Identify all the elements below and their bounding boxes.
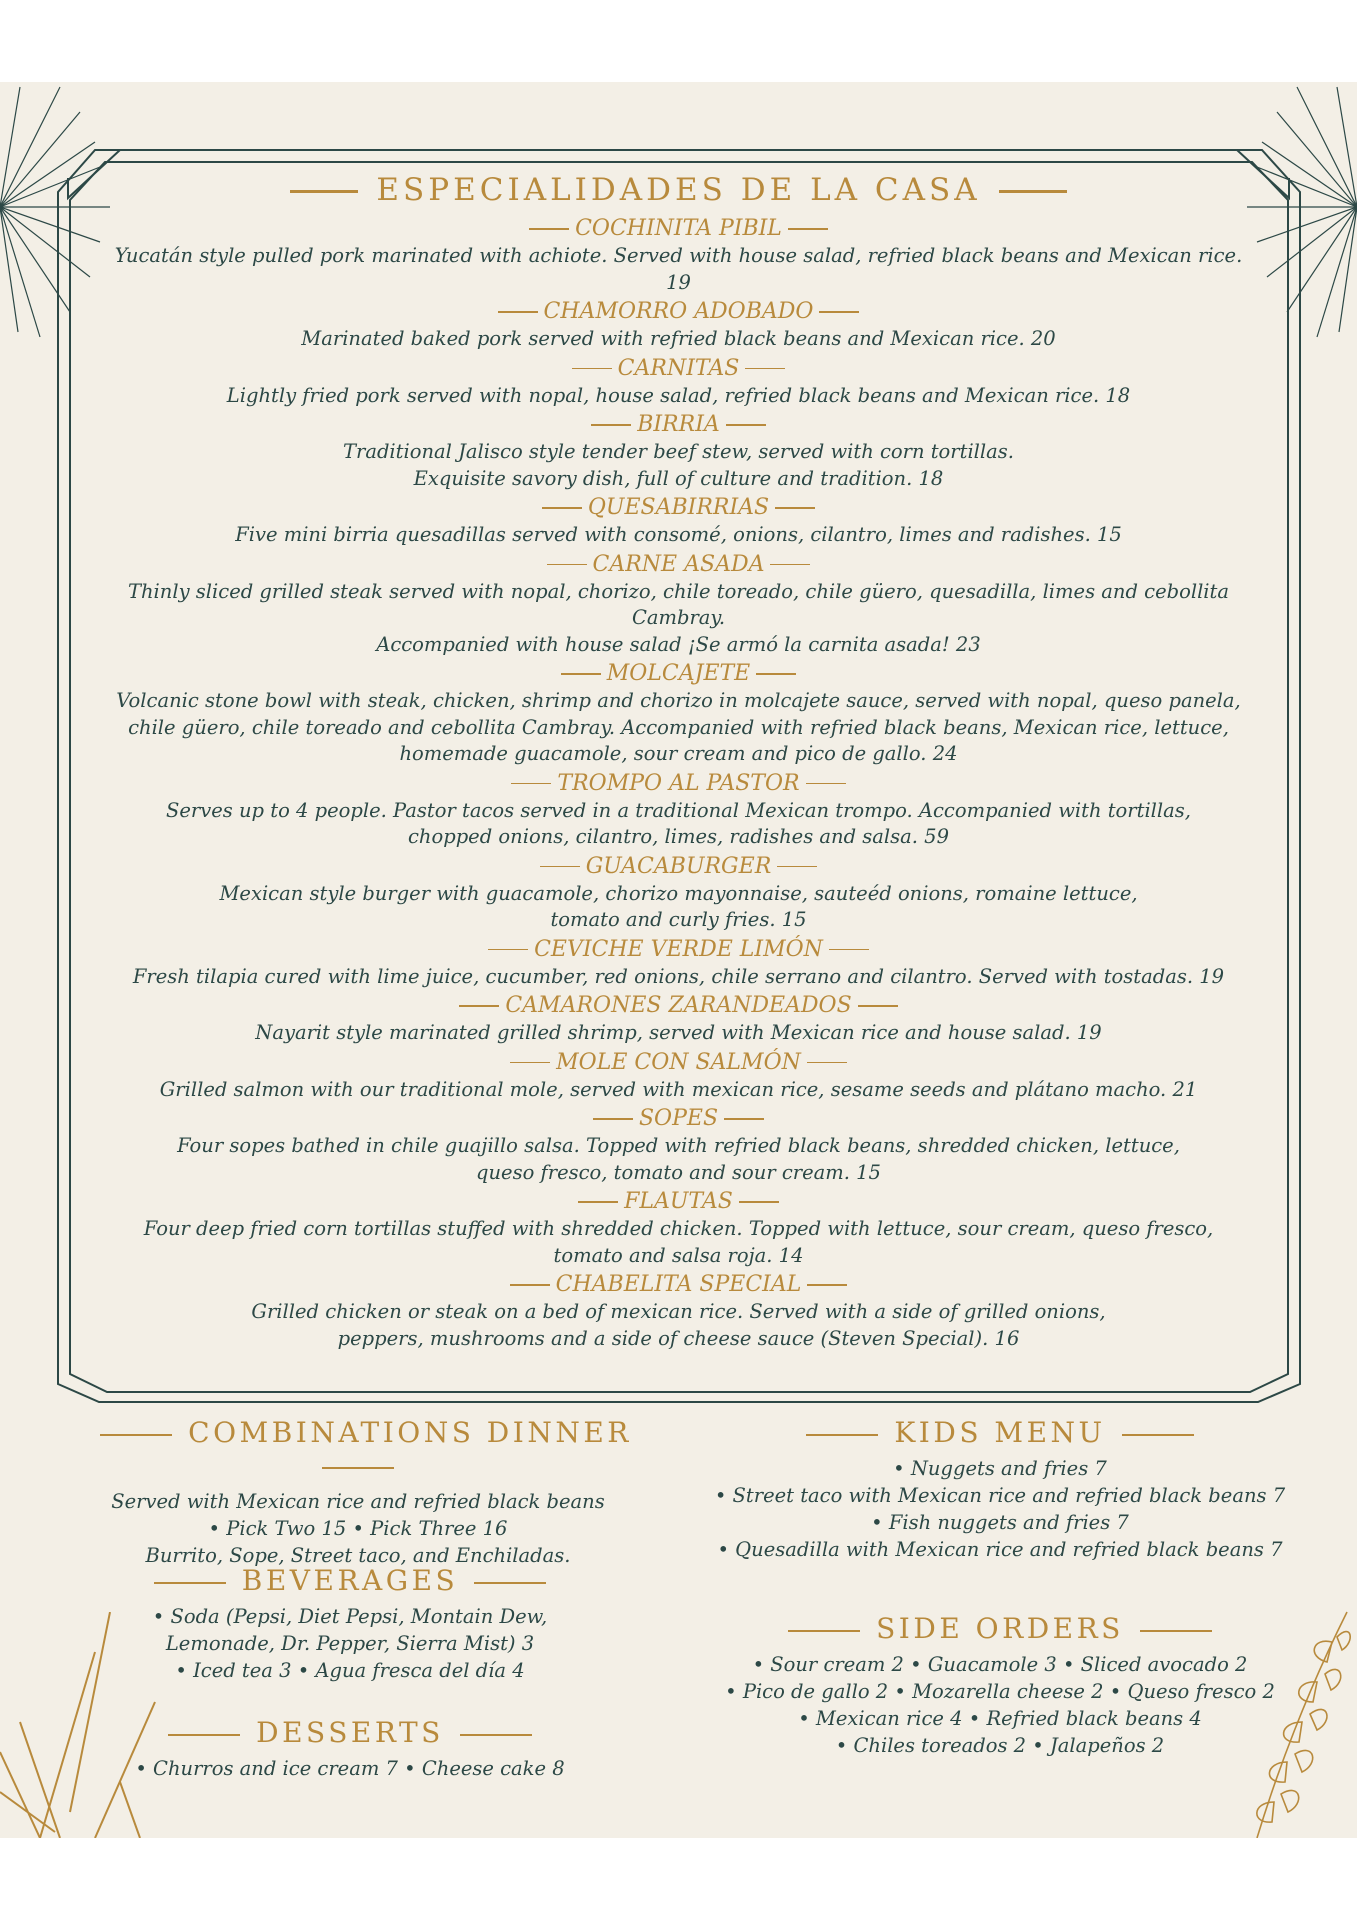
dish-description: Five mini birria quesadillas served with consomé, onions, cilantro, limes and radishes. 15 xyxy=(235,523,1122,546)
specials-list xyxy=(110,214,1247,1353)
dish-name-text: SOPES xyxy=(638,1106,719,1131)
dish-name xyxy=(110,1104,1247,1133)
dish-item xyxy=(110,1270,1247,1353)
dish-rule xyxy=(807,1062,847,1064)
menu-page xyxy=(0,82,1357,1838)
dish-description: Nayarit style marinated grilled shrimp, served with Mexican rice and house salad. 19 xyxy=(255,1021,1102,1044)
dish-rule xyxy=(724,1118,764,1120)
combinations-title xyxy=(58,1416,658,1482)
dish-rule xyxy=(756,673,796,675)
dish-rule xyxy=(593,1118,633,1120)
dish-name-text: TROMPO AL PASTOR xyxy=(557,770,800,796)
dish-description: Yucatán style pulled pork marinated with achiote. Served with house salad, refried black beans and Mexican rice. 19 xyxy=(114,244,1243,294)
title-rule xyxy=(474,1582,546,1584)
beverages-line: • Iced tea 3 • Agua fresca del día 4 xyxy=(175,1659,525,1682)
dish-item xyxy=(110,1048,1247,1105)
title-rule xyxy=(788,1630,860,1632)
dish-rule xyxy=(775,507,815,509)
combinations-heading: COMBINATIONS DINNER xyxy=(188,1416,632,1449)
dish-rule xyxy=(591,424,631,426)
dish-item xyxy=(110,1187,1247,1270)
dish-name-text: CARNITAS xyxy=(617,355,740,381)
dish-item xyxy=(110,297,1247,354)
combinations-line: • Pick Two 15 • Pick Three 16 xyxy=(208,1517,508,1540)
dish-rule xyxy=(542,507,582,509)
dish-name-text: BIRRIA xyxy=(637,412,720,437)
side-orders-section xyxy=(720,1612,1280,1759)
specials-heading: ESPECIALIDADES DE LA CASA xyxy=(376,172,981,208)
title-rule xyxy=(322,1467,394,1469)
dish-name xyxy=(110,852,1247,881)
dish-rule xyxy=(806,783,846,785)
kids-menu-title xyxy=(700,1416,1300,1449)
title-rule xyxy=(1140,1630,1212,1632)
dish-rule xyxy=(561,673,601,675)
dish-name xyxy=(110,991,1247,1020)
dish-rule xyxy=(578,1201,618,1203)
combinations-line: Served with Mexican rice and refried black beans xyxy=(111,1490,605,1513)
dish-item xyxy=(110,935,1247,992)
dish-rule xyxy=(739,1201,779,1203)
combinations-section xyxy=(58,1416,658,1569)
dish-item xyxy=(110,354,1247,411)
specials-title xyxy=(0,172,1357,208)
dish-rule xyxy=(572,368,612,370)
dish-rule xyxy=(547,564,587,566)
beverages-section xyxy=(110,1564,590,1684)
dish-name xyxy=(110,659,1247,688)
dish-item xyxy=(110,550,1247,660)
title-rule xyxy=(168,1734,240,1736)
dish-rule xyxy=(819,311,859,313)
dish-rule xyxy=(511,783,551,785)
title-rule xyxy=(806,1434,878,1436)
desserts-section xyxy=(110,1716,590,1782)
dish-description: Lightly fried pork served with nopal, house salad, refried black beans and Mexican rice. 18 xyxy=(226,383,1131,407)
dish-rule xyxy=(770,564,810,566)
title-rule xyxy=(100,1434,172,1436)
dish-item xyxy=(110,852,1247,935)
dish-item xyxy=(110,1104,1247,1187)
dish-name-text: FLAUTAS xyxy=(624,1189,733,1214)
dish-name-text: MOLCAJETE xyxy=(606,661,751,686)
dish-name xyxy=(110,410,1247,439)
side-orders-heading: SIDE ORDERS xyxy=(876,1612,1124,1645)
dish-rule xyxy=(459,1005,499,1007)
title-rule xyxy=(999,190,1067,193)
dish-rule xyxy=(777,866,817,868)
dish-name-text: CEVICHE VERDE LIMÓN xyxy=(534,936,823,962)
dish-item xyxy=(110,991,1247,1048)
dish-description: Four deep fried corn tortillas stuffed with shredded chicken. Topped with lettuce, sour cream, queso fresco, tomato and salsa roja. 14 xyxy=(143,1217,1214,1267)
dish-rule xyxy=(529,228,569,230)
dish-item xyxy=(110,410,1247,493)
dish-description: Traditional Jalisco style tender beef stew, served with corn tortillas. Exquisite savory dish, full of culture and tradition. 18 xyxy=(343,440,1014,490)
dish-name xyxy=(110,297,1247,326)
kids-menu-line: • Nuggets and fries 7 xyxy=(893,1457,1107,1480)
beverages-heading: BEVERAGES xyxy=(241,1564,459,1597)
dish-name xyxy=(110,550,1247,579)
dish-description: Volcanic stone bowl with steak, chicken, shrimp and chorizo in molcajete sauce, served with nopal, queso panela, chile güero, chile toreado and cebollita Cambray. Accompanied with refried black beans, Mexican rice, lettuce, homemade guacamole, sour cream and pico de gallo. 24 xyxy=(116,689,1241,765)
dish-name xyxy=(110,354,1247,383)
desserts-heading: DESSERTS xyxy=(256,1716,444,1749)
dish-description: Fresh tilapia cured with lime juice, cucumber, red onions, chile serrano and cilantro. Served with tostadas. 19 xyxy=(132,964,1225,988)
desserts-title xyxy=(110,1716,590,1749)
dish-item xyxy=(110,214,1247,297)
dish-rule xyxy=(510,1284,550,1286)
dish-description: Four sopes bathed in chile guajillo salsa. Topped with refried black beans, shredded chicken, lettuce, queso fresco, tomato and sour cream. 15 xyxy=(177,1134,1180,1184)
dish-rule xyxy=(510,1062,550,1064)
dish-name-text: GUACABURGER xyxy=(585,853,772,879)
dish-name-text: CAMARONES ZARANDEADOS xyxy=(505,993,852,1018)
dish-rule xyxy=(858,1005,898,1007)
dish-name xyxy=(110,1187,1247,1216)
dish-rule xyxy=(540,866,580,868)
dish-name xyxy=(110,935,1247,964)
beverages-title xyxy=(110,1564,590,1597)
dish-name xyxy=(110,1270,1247,1299)
dish-rule xyxy=(488,949,528,951)
kids-menu-line: • Fish nuggets and fries 7 xyxy=(871,1511,1129,1534)
side-orders-title xyxy=(720,1612,1280,1645)
title-rule xyxy=(460,1734,532,1736)
dish-name-text: QUESABIRRIAS xyxy=(587,495,770,520)
dish-name xyxy=(110,769,1247,798)
dish-name xyxy=(110,214,1247,243)
dish-name xyxy=(110,1048,1247,1077)
kids-menu-heading: KIDS MENU xyxy=(894,1416,1106,1449)
dish-rule xyxy=(807,1284,847,1286)
kids-menu-line: • Street taco with Mexican rice and refried black beans 7 xyxy=(714,1484,1286,1507)
kids-menu-section xyxy=(700,1416,1300,1563)
dish-name xyxy=(110,493,1247,522)
title-rule xyxy=(154,1582,226,1584)
dish-name-text: CHABELITA SPECIAL xyxy=(555,1272,802,1297)
dish-description: Serves up to 4 people. Pastor tacos served in a traditional Mexican trompo. Accompanied with tortillas, chopped onions, cilantro, limes, radishes and salsa. 59 xyxy=(166,798,1191,848)
dish-description: Grilled salmon with our traditional mole, served with mexican rice, sesame seeds and plátano macho. 21 xyxy=(159,1077,1198,1101)
desserts-line: • Churros and ice cream 7 • Cheese cake 8 xyxy=(135,1757,565,1780)
side-orders-line: • Sour cream 2 • Guacamole 3 • Sliced avocado 2 xyxy=(752,1653,1248,1676)
title-rule xyxy=(290,190,358,193)
sunburst-right-icon xyxy=(1237,82,1357,342)
side-orders-line: • Chiles toreados 2 • Jalapeños 2 xyxy=(835,1734,1165,1757)
dish-description: Marinated baked pork served with refried black beans and Mexican rice. 20 xyxy=(301,327,1056,350)
dish-rule xyxy=(498,311,538,313)
dish-rule xyxy=(829,949,869,951)
side-orders-line: • Pico de gallo 2 • Mozarella cheese 2 • Queso fresco 2 xyxy=(725,1680,1275,1703)
dish-name-text: CHAMORRO ADOBADO xyxy=(543,299,814,324)
dish-rule xyxy=(745,368,785,370)
dish-description: Thinly sliced grilled steak served with nopal, chorizo, chile toreado, chile güero, quesadilla, limes and cebollita Cambray. Accompanied with house salad ¡Se armó la carnita asada! 23 xyxy=(127,579,1230,656)
dish-item xyxy=(110,769,1247,852)
dish-description: Grilled chicken or steak on a bed of mexican rice. Served with a side of grilled onions, peppers, mushrooms and a side of cheese sauce (Steven Special). 16 xyxy=(251,1300,1106,1350)
dish-name-text: COCHINITA PIBIL xyxy=(575,216,782,241)
kids-menu-line: • Quesadilla with Mexican rice and refried black beans 7 xyxy=(717,1538,1283,1561)
beverages-line: • Soda (Pepsi, Diet Pepsi, Montain Dew, xyxy=(152,1605,548,1628)
dish-item xyxy=(110,659,1247,769)
combinations-line: Burrito, Sope, Street taco, and Enchiladas. xyxy=(145,1544,571,1567)
side-orders-line: • Mexican rice 4 • Refried black beans 4 xyxy=(798,1707,1202,1730)
dish-name-text: MOLE CON SALMÓN xyxy=(556,1049,801,1075)
title-rule xyxy=(1122,1434,1194,1436)
dish-rule xyxy=(788,228,828,230)
dish-name-text: CARNE ASADA xyxy=(592,551,765,577)
beverages-line: Lemonade, Dr. Pepper, Sierra Mist) 3 xyxy=(165,1632,535,1655)
dish-description: Mexican style burger with guacamole, chorizo mayonnaise, sauteéd onions, romaine lettuce, tomato and curly fries. 15 xyxy=(219,881,1138,931)
sunburst-left-icon xyxy=(0,82,120,342)
dish-item xyxy=(110,493,1247,550)
dish-rule xyxy=(726,424,766,426)
